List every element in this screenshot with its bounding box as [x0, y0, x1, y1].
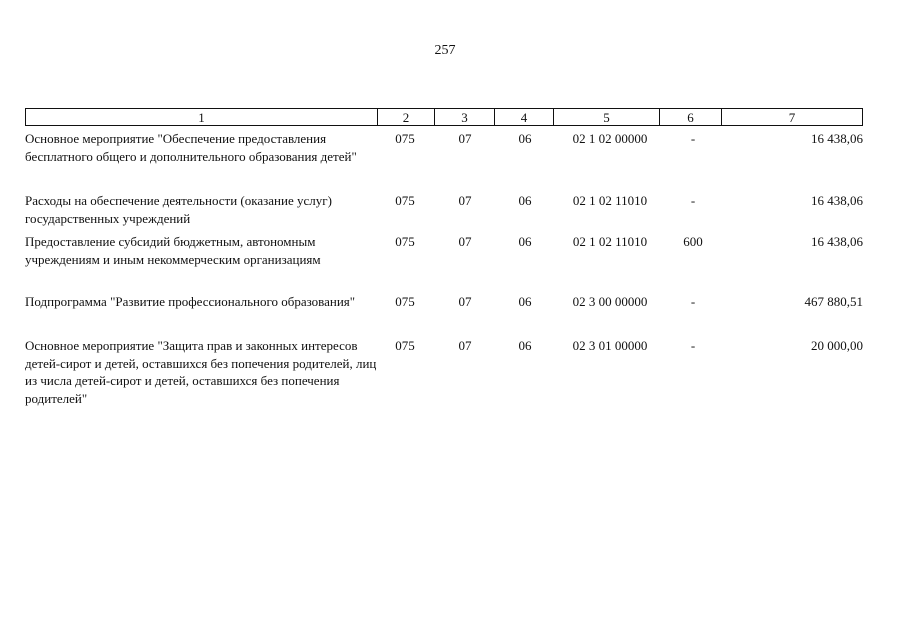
- header-col-6: 6: [660, 109, 722, 125]
- row-col-5: 02 3 00 00000: [572, 294, 648, 309]
- row-col-6: -: [690, 131, 696, 146]
- row-col-3: 07: [458, 294, 472, 309]
- header-col-5: 5: [554, 109, 660, 125]
- row-col-3: 07: [458, 338, 472, 353]
- row-col-4: 06: [518, 234, 532, 249]
- row-col-2: 075: [395, 131, 415, 146]
- row-col-7: 16 438,06: [811, 234, 863, 249]
- row-name: Предоставление субсидий бюджетным, автономным учреждениям и иным некоммерческим организациям: [25, 234, 321, 267]
- row-col-5: 02 1 02 00000: [572, 131, 648, 146]
- header-col-4: 4: [495, 109, 554, 125]
- header-col-7: 7: [788, 110, 796, 125]
- row-col-5: 02 3 01 00000: [572, 338, 648, 353]
- row-col-7: 16 438,06: [811, 193, 863, 208]
- row-col-2: 075: [395, 193, 415, 208]
- row-col-6: -: [690, 294, 696, 309]
- row-col-7: 20 000,00: [811, 338, 863, 353]
- row-col-6: -: [690, 193, 696, 208]
- row-col-5: 02 1 02 11010: [572, 234, 648, 249]
- row-col-7: 16 438,06: [811, 131, 863, 146]
- row-col-6: -: [690, 338, 696, 353]
- row-name: Основное мероприятие "Обеспечение предоставления бесплатного общего и дополнительного образования детей": [25, 131, 357, 164]
- row-col-5: 02 1 02 11010: [572, 193, 648, 208]
- row-col-2: 075: [395, 294, 415, 309]
- row-col-3: 07: [458, 131, 472, 146]
- table-header: [25, 108, 863, 126]
- row-name: Основное мероприятие "Защита прав и законных интересов детей-сирот и детей, оставшихся без попечения родителей, лиц из числа детей-сирот и детей, оставшихся без попечения родителей": [25, 338, 377, 406]
- row-col-2: 075: [395, 234, 415, 249]
- page-number: 257: [434, 43, 456, 58]
- header-col-1: 1: [26, 109, 378, 125]
- row-col-6: 600: [683, 234, 703, 249]
- row-col-3: 07: [458, 193, 472, 208]
- row-name: Расходы на обеспечение деятельности (оказание услуг) государственных учреждений: [25, 193, 332, 226]
- header-col-3: 3: [435, 109, 495, 125]
- header-col-2: 2: [378, 109, 435, 125]
- row-col-4: 06: [518, 193, 532, 208]
- row-name: Подпрограмма "Развитие профессионального образования": [25, 294, 356, 309]
- row-col-4: 06: [518, 338, 532, 353]
- row-col-4: 06: [518, 131, 532, 146]
- row-col-3: 07: [458, 234, 472, 249]
- row-col-4: 06: [518, 294, 532, 309]
- row-col-2: 075: [395, 338, 415, 353]
- row-col-7: 467 880,51: [804, 294, 863, 309]
